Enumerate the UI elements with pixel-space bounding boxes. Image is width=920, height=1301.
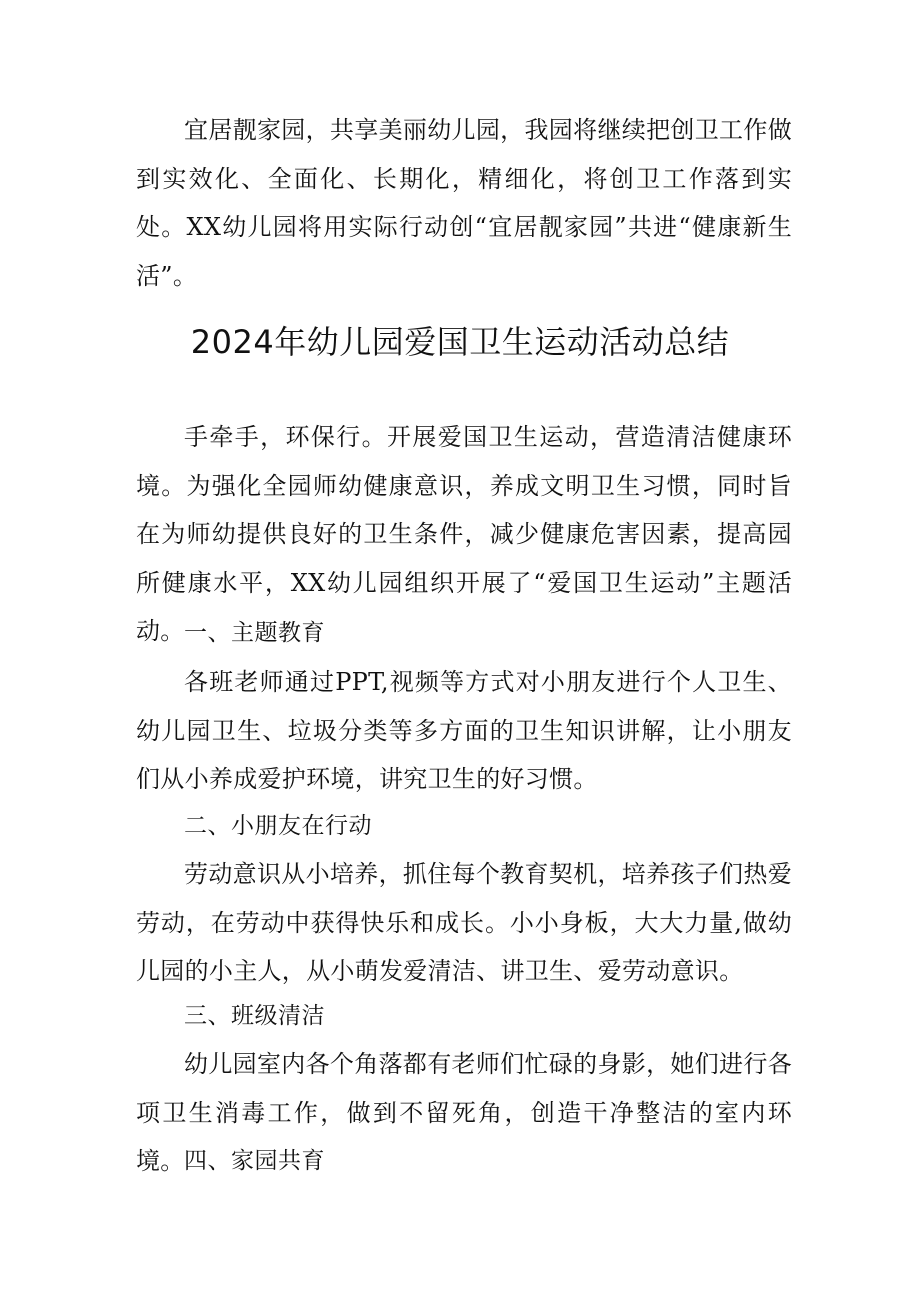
section-heading-home-school: 四、家园共育 bbox=[184, 1148, 325, 1174]
section-heading-children-in-action: 二、小朋友在行动 bbox=[184, 813, 372, 839]
section-heading-class-cleaning: 三、班级清洁 bbox=[184, 1003, 325, 1029]
section-heading-theme-education: 一、主题教育 bbox=[184, 620, 325, 646]
intro-paragraph: 宜居靓家园，共享美丽幼儿园，我园将继续把创卫工作做到实效化、全面化、长期化，精细化，将创卫工作落到实处。XX幼儿园将用实际行动创“宜居靓家园”共进“健康新生活”。 bbox=[136, 116, 792, 290]
lead-paragraph: 手牵手，环保行。开展爱国卫生运动，营造清洁健康环境。为强化全园师幼健康意识，养成文明卫生习惯，同时旨在为师幼提供良好的卫生条件，减少健康危害因素，提高园所健康水平，XX幼儿园组织开展了“爱国卫生运动”主题活动。 bbox=[136, 423, 792, 645]
section-body-children-in-action: 劳动意识从小培养，抓住每个教育契机，培养孩子们热爱劳动，在劳动中获得快乐和成长。小小身板，大大力量,做幼儿园的小主人，从小萌发爱清洁、讲卫生、爱劳动意识。 bbox=[136, 860, 792, 985]
section-body-theme-education: 各班老师通过PPT,视频等方式对小朋友进行个人卫生、幼儿园卫生、垃圾分类等多方面的卫生知识讲解，让小朋友们从小养成爱护环境，讲究卫生的好习惯。 bbox=[136, 668, 792, 793]
document-title: 2024年幼儿园爱国卫生运动活动总结 bbox=[190, 323, 730, 361]
section-body-class-cleaning: 幼儿园室内各个角落都有老师们忙碌的身影，她们进行各项卫生消毒工作，做到不留死角，创造干净整洁的室内环境。 bbox=[136, 1050, 792, 1175]
